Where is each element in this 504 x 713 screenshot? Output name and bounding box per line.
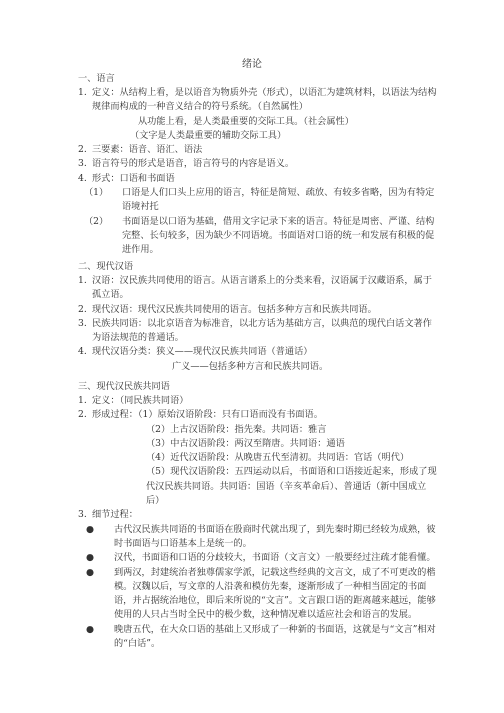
bullet-item: ● 晚唐五代，在大众口语的基础上又形成了一种新的书面语，这就是与“文言”相对的“白话”。 bbox=[78, 623, 438, 652]
sub-list-item: （1） 口语是人们口头上应用的语言，特征是简短、疏放、有较多省略，因为有特定语境衬托 bbox=[84, 187, 435, 213]
list-item: 1. 定义：从结构上看，是以语音为物质外壳（形式），以语汇为建筑材料，以语法为结构规律而构成的一种音义结合的符号系统。（自然属性） bbox=[78, 87, 437, 113]
bullet-item: ● 古代汉民族共同语的书面语在殷商时代就出现了，到先秦时期已经较为成熟，彼时书面语与口语基本上是统一的。 bbox=[78, 523, 438, 552]
bullet-icon: ● bbox=[86, 566, 95, 578]
list-item: 1. 汉语：汉民族共同使用的语言。从语言谱系上的分类来看，汉语属于汉藏语系，属于孤立语。 bbox=[78, 275, 432, 301]
section-heading-common-language: 三、现代汉民族共同语 bbox=[78, 381, 170, 392]
stage-item: （3）中古汉语阶段：两汉至隋唐。共同语：通语 bbox=[146, 437, 345, 449]
sub-list-item: （2） 书面语是以口语为基础，借用文字记录下来的语言。特征是周密、严谨、结构完整、长句较多，因为缺少不同语境。书面语对口语的统一和发展有积极的促进作用。 bbox=[84, 215, 435, 256]
list-item: 2. 形成过程：（1）原始汉语阶段：只有口语而没有书面语。 bbox=[78, 409, 323, 421]
list-item-note: （文字是人类最重要的辅助交际工具） bbox=[130, 129, 287, 141]
list-item: 1. 定义：（同民族共同语） bbox=[78, 395, 189, 406]
bullet-icon: ● bbox=[86, 552, 95, 564]
list-item: 4. 现代汉语分类：狭义——现代汉民族共同语（普通话） bbox=[78, 346, 313, 358]
section-language-body bbox=[78, 86, 438, 258]
list-item: 3. 语言符号的形式是语音，语言符号的内容是语义。 bbox=[78, 158, 295, 170]
stage-item: （2）上古汉语阶段：指先秦。共同语：雅言 bbox=[146, 423, 327, 435]
bullet-icon: ● bbox=[86, 623, 95, 635]
page-title: 绪论 bbox=[242, 59, 262, 70]
list-item: 3. 细节过程： bbox=[78, 509, 138, 521]
list-item: 2. 现代汉语：现代汉民族共同使用的语言。包括多种方言和民族共同语。 bbox=[78, 303, 377, 315]
section-heading-language: 一、语言 bbox=[78, 73, 115, 84]
section-common-language-body bbox=[78, 394, 438, 651]
list-item: 3. 民族共同语：以北京语音为标准音，以北方话为基础方言，以典范的现代白话文著作为语法规范的普通话。 bbox=[78, 317, 432, 344]
section-modern-chinese-body bbox=[78, 274, 438, 374]
list-item-continuation: 广义——包括多种方言和民族共同语。 bbox=[172, 360, 329, 372]
list-item: 2. 三要素：语音、语汇、语法 bbox=[78, 144, 203, 156]
section-heading-modern-chinese: 二、现代汉语 bbox=[78, 261, 134, 272]
list-item: 4. 形式：口语和书面语 bbox=[78, 172, 175, 184]
bullet-item: ● 汉代，书面语和口语的分歧较大，书面语（文言文）一般要经过注疏才能看懂。 bbox=[78, 551, 438, 565]
stage-item: （4）近代汉语阶段：从晚唐五代至清初。共同语：官话（明代） bbox=[146, 452, 410, 464]
stage-item: （5）现代汉语阶段：五四运动以后，书面语和口语接近起来，形成了现代汉民族共同语。共同语：国语（辛亥革命后）、普通话（新中国成立后） bbox=[146, 466, 437, 507]
bullet-item: ● 到两汉，封建统治者独尊儒家学派，记载这些经典的文言文，成了不可更改的楷模。汉魏以后，写文章的人沿袭和模仿先秦，逐渐形成了一种相当固定的书面语，并占据统治地位，即后来所说的“文言”。文言跟口语的距离越来越远，能够使用的人只占当时全民中的极少数，这种情况难以适应社会和语言的发展。 bbox=[78, 566, 438, 623]
bullet-icon: ● bbox=[86, 523, 95, 535]
list-item-continuation: 从功能上看，是人类最重要的交际工具。（社会属性） bbox=[138, 115, 354, 127]
